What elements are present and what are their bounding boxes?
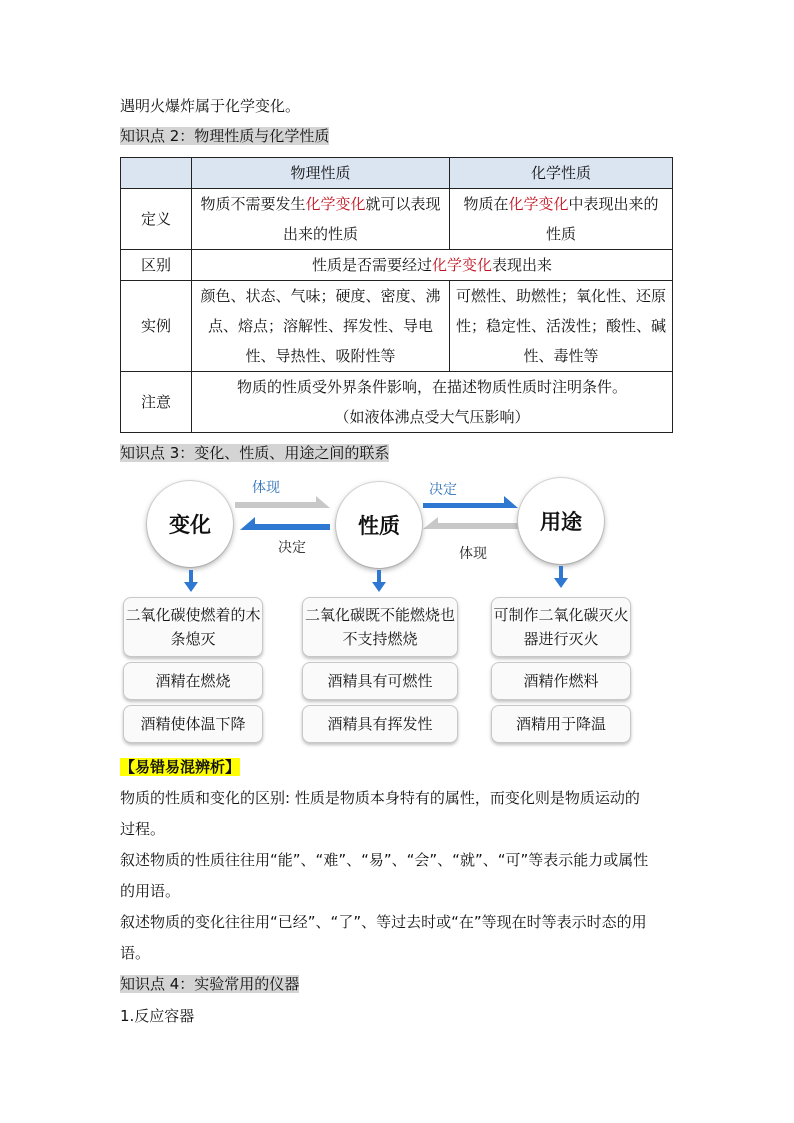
mistake-p2a: 叙述物质的性质往往用“能”、“难”、“易”、“会”、“就”、“可”等表示能力或属性 xyxy=(120,851,649,869)
difference-content xyxy=(192,250,673,281)
definition-chemical xyxy=(450,189,673,250)
mistake-heading-text: 【易错易混辨析】 xyxy=(120,758,241,776)
box-change-2: 酒精在燃烧 xyxy=(123,662,263,700)
kp3-heading-text: 知识点 3：变化、性质、用途之间的联系 xyxy=(120,444,390,462)
down-arrow-2 xyxy=(372,570,386,592)
note-line-2: （如液体沸点受大气压影响） xyxy=(334,408,530,426)
def-phys-pre: 物质不需要发生 xyxy=(200,195,306,213)
gray-arrow-right-left xyxy=(235,496,330,508)
mistake-p2b: 的用语。 xyxy=(120,882,181,900)
diff-post: 表现出来 xyxy=(492,256,553,274)
table-row-examples xyxy=(121,281,673,372)
box-property-2: 酒精具有可燃性 xyxy=(302,662,458,700)
label-reflect-right: 体现 xyxy=(459,546,487,562)
relationship-diagram xyxy=(118,470,658,750)
table-row-difference xyxy=(121,250,673,281)
sub-heading-reaction-vessel: 1.反应容器 xyxy=(120,1007,195,1025)
circle-property: 性质 xyxy=(336,482,422,568)
mistake-p3b: 语。 xyxy=(120,944,151,962)
examples-physical: 颜色、状态、气味；硬度、密度、沸点、熔点；溶解性、挥发性、导电性、导热性、吸附性等 xyxy=(192,281,450,372)
note-label: 注意 xyxy=(121,372,192,433)
mistake-p3a: 叙述物质的变化往往用“已经”、“了”、等过去时或“在”等现在时等表示时态的用 xyxy=(120,913,647,931)
intro-line: 遇明火爆炸属于化学变化。 xyxy=(120,97,301,115)
examples-label: 实例 xyxy=(121,281,192,372)
note-line-1: 物质的性质受外界条件影响，在描述物质性质时注明条件。 xyxy=(236,378,627,396)
box-property-3: 酒精具有挥发性 xyxy=(302,705,458,743)
mistake-heading xyxy=(120,757,240,777)
label-decide-left: 决定 xyxy=(278,540,306,556)
def-chem-red: 化学变化 xyxy=(508,195,569,213)
gray-arrow-left-right xyxy=(423,517,518,529)
diff-red: 化学变化 xyxy=(431,256,492,274)
table-row-definition xyxy=(121,189,673,250)
definition-physical xyxy=(192,189,450,250)
down-arrow-1 xyxy=(184,570,198,592)
header-chemical: 化学性质 xyxy=(450,158,673,189)
circle-change: 变化 xyxy=(147,481,233,567)
box-use-2: 酒精作燃料 xyxy=(491,662,631,700)
def-phys-red: 化学变化 xyxy=(305,195,366,213)
table-row-note xyxy=(121,372,673,433)
box-property-1: 二氧化碳既不能燃烧也不支持燃烧 xyxy=(302,597,458,657)
box-change-3: 酒精使体温下降 xyxy=(123,705,263,743)
definition-label: 定义 xyxy=(121,189,192,250)
down-arrow-3 xyxy=(554,566,568,588)
header-empty xyxy=(121,158,192,189)
box-use-3: 酒精用于降温 xyxy=(491,705,631,743)
kp2-heading-text: 知识点 2：物理性质与化学性质 xyxy=(120,127,330,145)
kp4-heading xyxy=(120,974,299,994)
note-content xyxy=(192,372,673,433)
box-change-1: 二氧化碳使燃着的木条熄灭 xyxy=(123,597,263,657)
blue-arrow-left-left xyxy=(240,517,330,530)
def-chem-post: 中表现出来的性质 xyxy=(545,195,659,243)
def-phys-post: 就可以表现出来的性质 xyxy=(282,195,441,243)
header-physical: 物理性质 xyxy=(192,158,450,189)
table-header-row xyxy=(121,158,673,189)
mistake-p1a: 物质的性质和变化的区别: 性质是物质本身特有的属性，而变化则是物质运动的 xyxy=(120,789,640,807)
diff-pre: 性质是否需要经过 xyxy=(311,256,432,274)
examples-chemical: 可燃性、助燃性；氧化性、还原性；稳定性、活泼性；酸性、碱性、毒性等 xyxy=(450,281,673,372)
kp4-heading-text: 知识点 4：实验常用的仪器 xyxy=(120,975,300,993)
mistake-p1b: 过程。 xyxy=(120,820,166,838)
label-decide-right: 决定 xyxy=(429,482,457,498)
def-chem-pre: 物质在 xyxy=(463,195,509,213)
box-use-1: 可制作二氧化碳灭火器进行灭火 xyxy=(491,597,631,657)
label-reflect-left: 体现 xyxy=(252,480,280,496)
difference-label: 区别 xyxy=(121,250,192,281)
kp3-heading xyxy=(120,443,389,463)
kp2-heading xyxy=(120,126,329,146)
circle-use: 用途 xyxy=(518,478,604,564)
properties-table xyxy=(120,157,673,433)
